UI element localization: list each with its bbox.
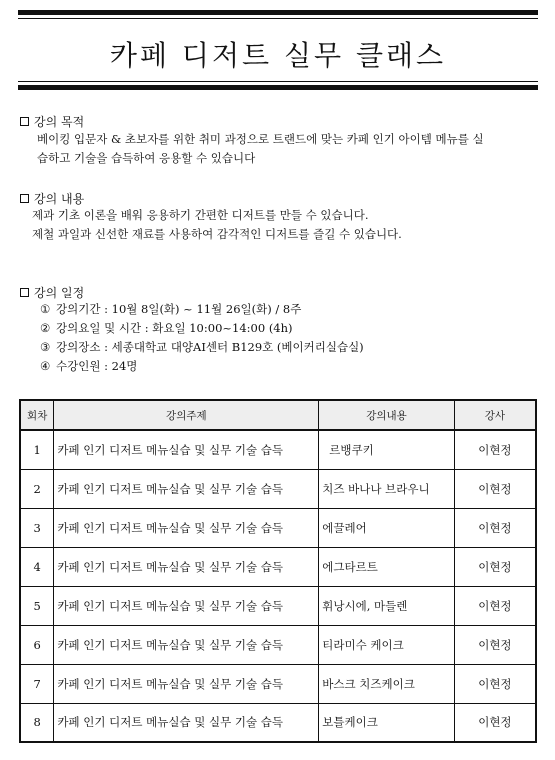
schedule-item [40,300,364,319]
cell-instructor: 이현정 [454,547,536,586]
objective-line-1: 베이킹 입문자 & 초보자를 위한 취미 과정으로 트랜드에 맞는 카페 인기 아이템 메뉴를 실 [37,132,484,146]
cell-instructor: 이현정 [454,430,536,469]
objective-line-2: 습하고 기술을 습득하여 응용할 수 있습니다 [37,151,256,165]
schedule-item [40,357,364,376]
section-objective-label: 강의 목적 [34,115,85,129]
cell-instructor: 이현정 [454,586,536,625]
cell-content: 휘낭시에, 마들렌 [319,586,455,625]
cell-instructor: 이현정 [454,664,536,703]
cell-session: 2 [20,469,54,508]
page-title: 카페 디저트 실무 클래스 [109,39,447,72]
cell-content: 르뱅쿠키 [319,430,455,469]
schedule-item-number: ② [40,321,51,335]
cell-content: 티라미수 케이크 [319,625,455,664]
table-row [20,625,536,664]
cell-session: 1 [20,430,54,469]
lecture-table [19,399,537,743]
table-header-row [20,400,536,430]
schedule-item-text: 강의장소 : 세종대학교 대양AI센터 B129호 (베이커리실습실) [56,340,364,354]
cell-topic: 카페 인기 디저트 메뉴실습 및 실무 기술 습득 [54,586,319,625]
content-line-2: 제철 과일과 신선한 재료를 사용하여 감각적인 디저트를 즐길 수 있습니다. [32,227,402,241]
cell-session: 3 [20,508,54,547]
schedule-item-text: 강의기간 : 10월 8일(화) ~ 11월 26일(화) / 8주 [56,302,302,316]
section-content-heading [20,190,84,207]
cell-instructor: 이현정 [454,625,536,664]
table-row [20,547,536,586]
table-row [20,586,536,625]
cell-topic: 카페 인기 디저트 메뉴실습 및 실무 기술 습득 [54,469,319,508]
cell-session: 6 [20,625,54,664]
cell-topic: 카페 인기 디저트 메뉴실습 및 실무 기술 습득 [54,703,319,742]
header-topic: 강의주제 [54,400,319,430]
cell-session: 8 [20,703,54,742]
title-banner [18,10,538,90]
schedule-item-text: 수강인원 : 24명 [56,359,138,373]
cell-session: 4 [20,547,54,586]
table-row [20,703,536,742]
cell-topic: 카페 인기 디저트 메뉴실습 및 실무 기술 습득 [54,430,319,469]
cell-content: 치즈 바나나 브라우니 [319,469,455,508]
schedule-list [40,300,364,376]
cell-content: 보틀케이크 [319,703,455,742]
cell-instructor: 이현정 [454,508,536,547]
header-content: 강의내용 [319,400,455,430]
header-instructor: 강사 [454,400,536,430]
content-line-1: 제과 기초 이론을 배워 응용하기 간편한 디저트를 만들 수 있습니다. [32,208,369,222]
schedule-item-text: 강의요일 및 시간 : 화요일 10:00~14:00 (4h) [56,321,293,335]
section-schedule-heading [20,284,84,301]
schedule-item-number: ① [40,302,51,316]
table-row [20,430,536,469]
cell-content: 에끌레어 [319,508,455,547]
checkbox-square-icon [20,194,29,203]
schedule-item [40,338,364,357]
table-row [20,664,536,703]
section-objective-heading [20,113,84,130]
table-row [20,469,536,508]
cell-instructor: 이현정 [454,469,536,508]
section-content-label: 강의 내용 [34,192,85,206]
cell-content: 바스크 치즈케이크 [319,664,455,703]
schedule-item-number: ④ [40,359,51,373]
schedule-item [40,319,364,338]
cell-instructor: 이현정 [454,703,536,742]
cell-topic: 카페 인기 디저트 메뉴실습 및 실무 기술 습득 [54,664,319,703]
checkbox-square-icon [20,288,29,297]
table-row [20,508,536,547]
content-text [32,206,537,244]
cell-topic: 카페 인기 디저트 메뉴실습 및 실무 기술 습득 [54,625,319,664]
cell-session: 7 [20,664,54,703]
cell-topic: 카페 인기 디저트 메뉴실습 및 실무 기술 습득 [54,547,319,586]
header-session: 회차 [20,400,54,430]
schedule-item-number: ③ [40,340,51,354]
cell-content: 에그타르트 [319,547,455,586]
section-schedule-label: 강의 일정 [34,286,85,300]
checkbox-square-icon [20,117,29,126]
objective-text [37,130,542,168]
cell-topic: 카페 인기 디저트 메뉴실습 및 실무 기술 습득 [54,508,319,547]
cell-session: 5 [20,586,54,625]
